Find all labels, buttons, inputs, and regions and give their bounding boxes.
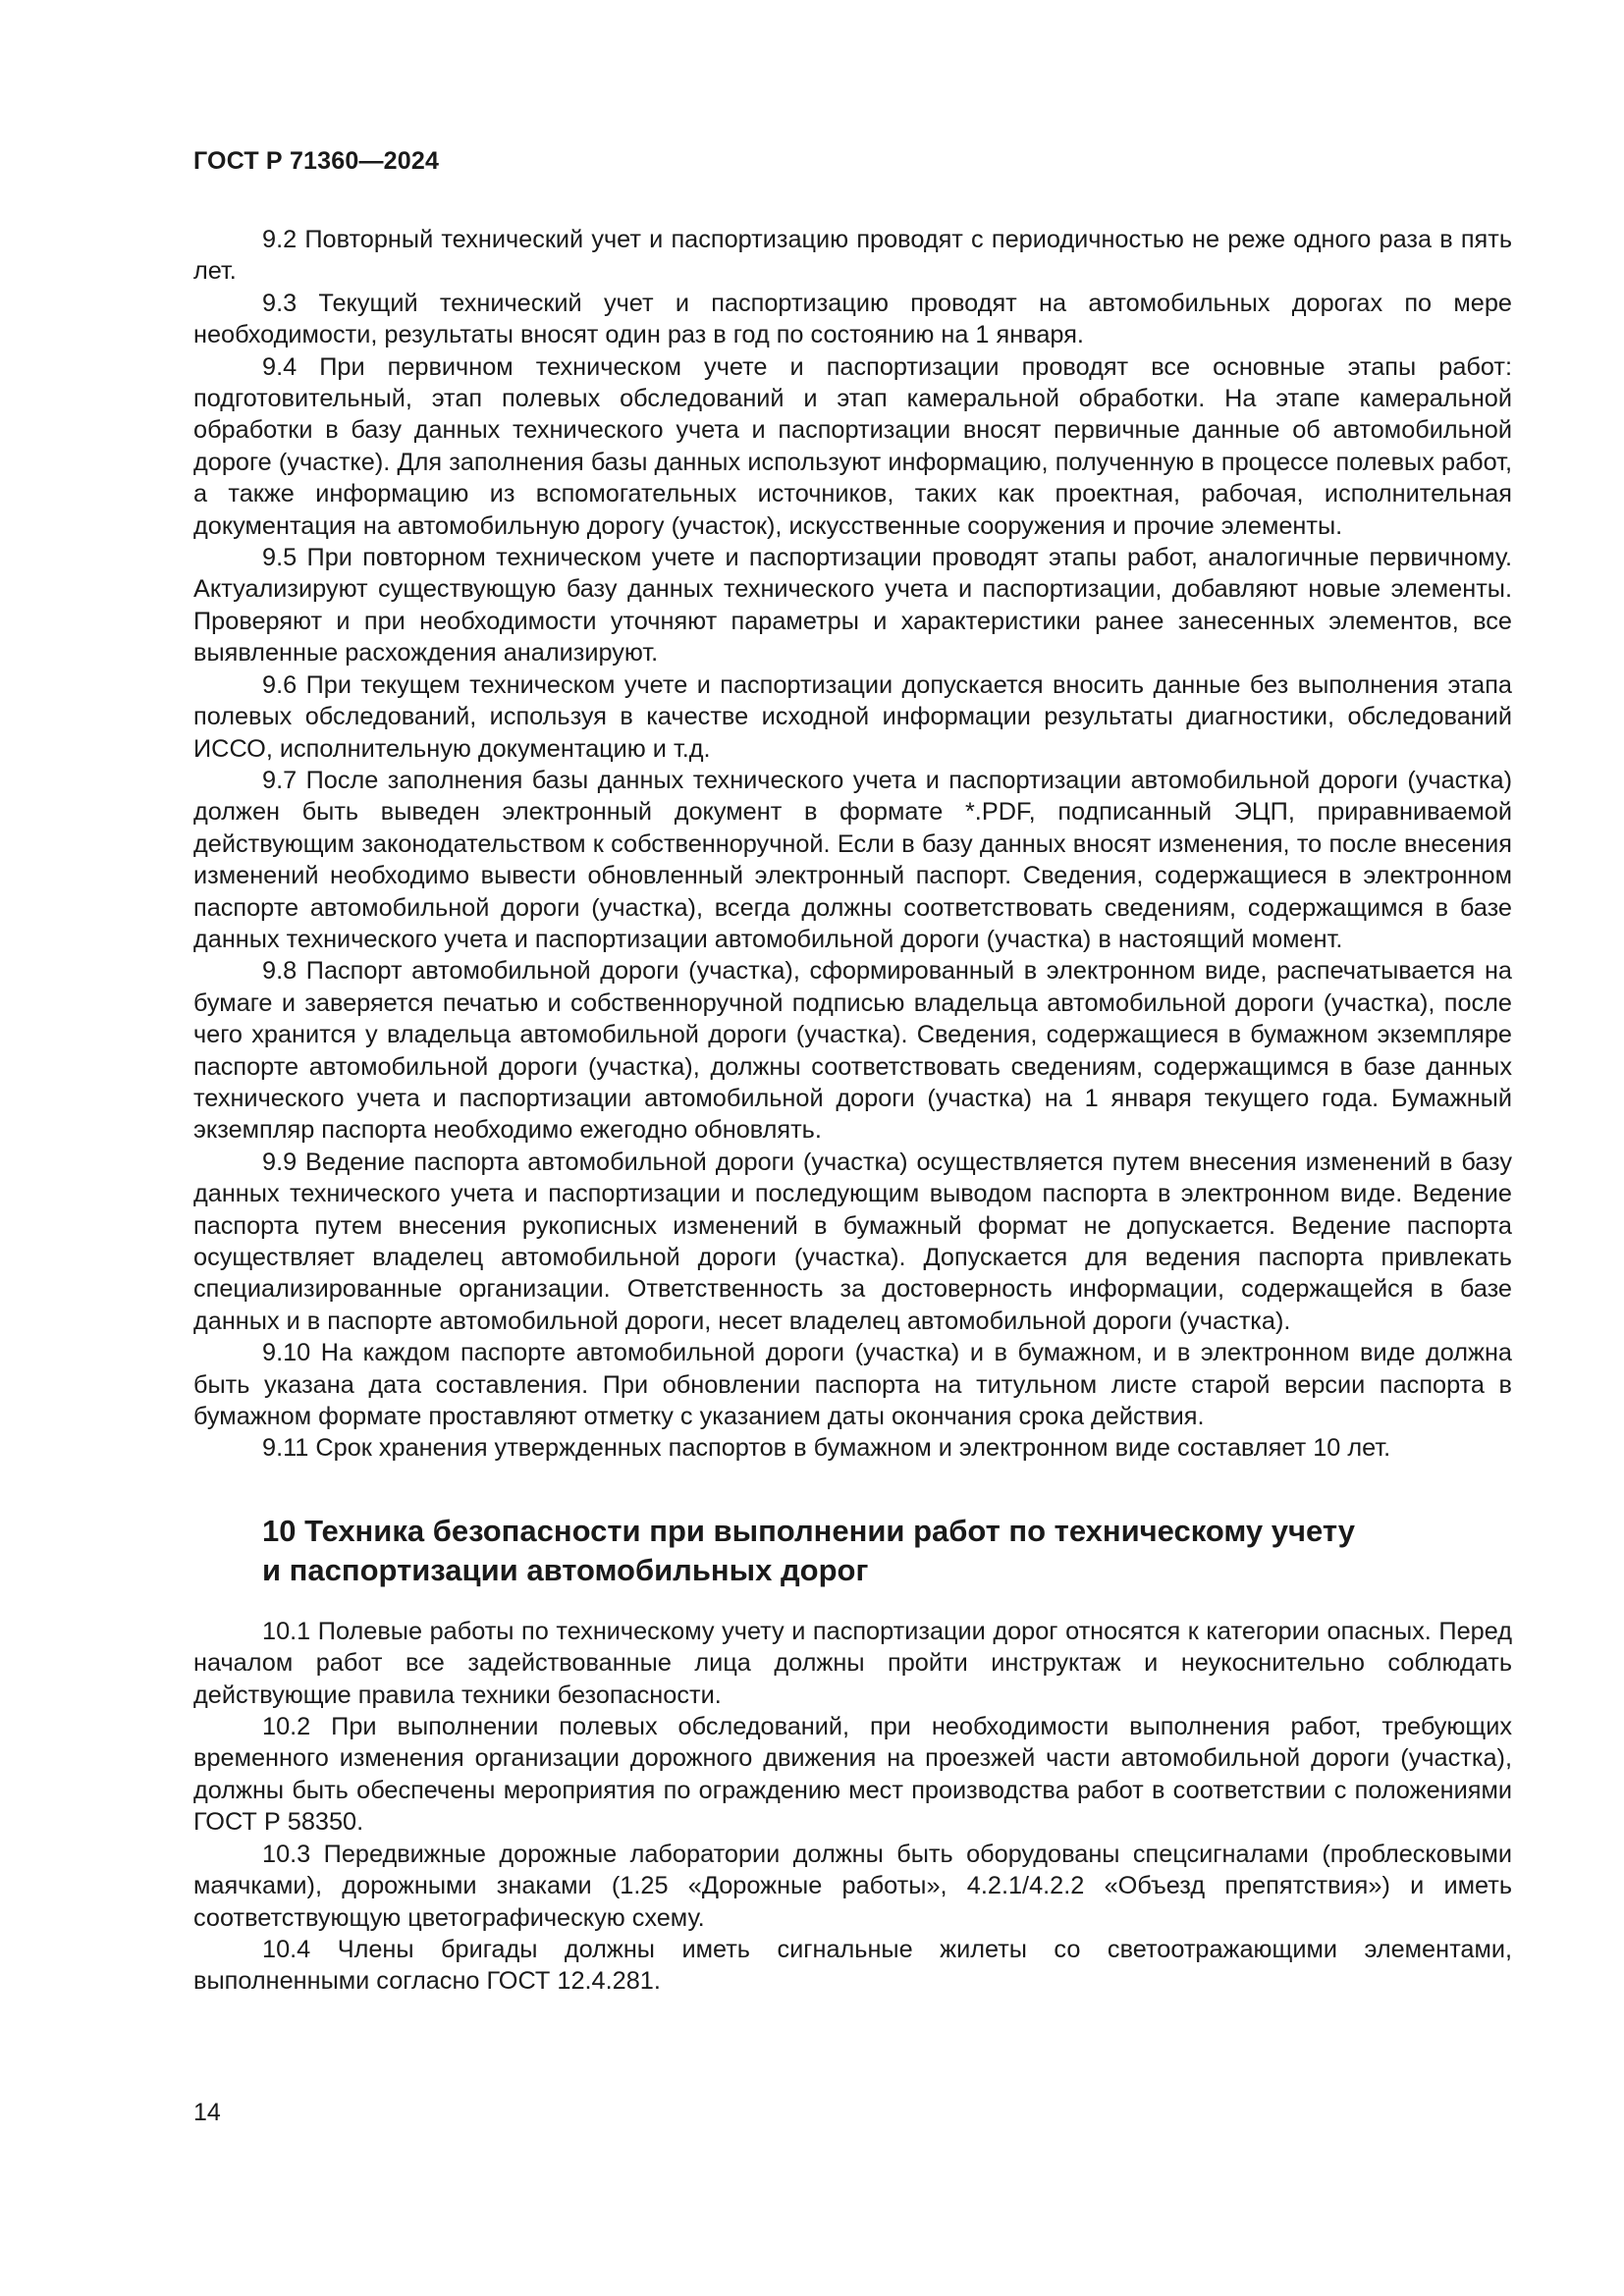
paragraph-9-11: 9.11 Срок хранения утвержденных паспортов в бумажном и электронном виде составляет 10 лет. (262, 1434, 1391, 1463)
paragraph-9-3: 9.3 Текущий технический учет и паспортизацию проводят на автомобильных дорогах по мере необходимости, результаты вносят один раз в год по состоянию на 1 января. (193, 289, 1512, 349)
section-10-heading-line-2: и паспортизации автомобильных дорог (262, 1552, 869, 1587)
page-number: 14 (193, 2099, 221, 2126)
paragraph-9-4: 9.4 При первичном техническом учете и паспортизации проводят все основные этапы работ: подготовительный, этап полевых обследований и этап камеральной обработки. На этапе камеральной обработки в базу данных технического учета и паспортизации вносят первичные данные об автомобильной дороге (участке). Для заполнения базы данных используют информацию, полученную в процессе полевых работ, а также информацию из вспомогательных источников, таких как проектная, рабочая, исполнительная документация на автомобильную дорогу (участок), искусственные сооружения и прочие элементы. (193, 352, 1512, 540)
paragraph-10-1: 10.1 Полевые работы по техническому учету и паспортизации дорог относятся к категории опасных. Перед началом работ все задействованные лица должны пройти инструктаж и неукоснительно соблюдать действующие правила техники безопасности. (193, 1617, 1512, 1709)
paragraph-10-2: 10.2 При выполнении полевых обследований, при необходимости выполнения работ, требующих временного изменения организации дорожного движения на проезжей части автомобильной дороги (участка), должны быть обеспечены мероприятия по ограждению мест производства работ в соответствии с положениями ГОСТ Р 58350. (193, 1713, 1512, 1837)
paragraph-9-9: 9.9 Ведение паспорта автомобильной дороги (участка) осуществляется путем внесения изменений в базу данных технического учета и паспортизации и последующим выводом паспорта в электронном виде. Ведение паспорта путем внесения рукописных изменений в бумажный формат не допускается. Ведение паспорта осуществляет владелец автомобильной дороги (участка). Допускается для ведения паспорта привлекать специализированные организации. Ответственность за достоверность информации, содержащейся в базе данных и в паспорте автомобильной дороги, несет владелец автомобильной дороги (участка). (193, 1148, 1512, 1335)
paragraph-10-4: 10.4 Члены бригады должны иметь сигнальные жилеты со светоотражающими элементами, выполненными согласно ГОСТ 12.4.281. (193, 1935, 1512, 1996)
paragraph-10-3: 10.3 Передвижные дорожные лаборатории должны быть оборудованы спецсигналами (проблесковыми маячками), дорожными знаками (1.25 «Дорожные работы», 4.2.1/4.2.2 «Объезд препятствия») и иметь соответствующую цветографическую схему. (193, 1840, 1512, 1932)
paragraph-9-2: 9.2 Повторный технический учет и паспортизацию проводят с периодичностью не реже одного раза в пять лет. (193, 226, 1512, 286)
paragraph-9-10: 9.10 На каждом паспорте автомобильной дороги (участка) и в бумажном, и в электронном виде должна быть указана дата составления. При обновлении паспорта на титульном листе старой версии паспорта в бумажном формате проставляют отметку с указанием даты окончания срока действия. (193, 1339, 1512, 1431)
paragraph-9-6: 9.6 При текущем техническом учете и паспортизации допускается вносить данные без выполнения этапа полевых обследований, используя в качестве исходной информации результаты диагностики, обследований ИССО, исполнительную документацию и т.д. (193, 670, 1512, 763)
section-10-heading (262, 1512, 1512, 1590)
paragraph-9-5: 9.5 При повторном техническом учете и паспортизации проводят этапы работ, аналогичные первичному. Актуализируют существующую базу данных технического учета и паспортизации, добавляют новые элементы. Проверяют и при необходимости уточняют параметры и характеристики ранее занесенных элементов, все выявленные расхождения анализируют. (193, 544, 1512, 667)
document-body (193, 224, 1512, 1998)
paragraph-9-7: 9.7 После заполнения базы данных технического учета и паспортизации автомобильной дороги (участка) должен быть выведен электронный документ в формате *.PDF, подписанный ЭЦП, приравниваемой действующим законодательством к собственноручной. Если в базу данных вносят изменения, то после внесения изменений необходимо вывести обновленный электронный паспорт. Сведения, содержащиеся в электронном паспорте автомобильной дороги (участка), всегда должны соответствовать сведениям, содержащимся в базе данных технического учета и паспортизации автомобильной дороги (участка) в настоящий момент. (193, 766, 1512, 953)
section-10-heading-line-1: 10 Техника безопасности при выполнении работ по техническому учету (262, 1513, 1356, 1548)
document-header-code: ГОСТ Р 71360—2024 (193, 147, 440, 175)
paragraph-9-8: 9.8 Паспорт автомобильной дороги (участка), сформированный в электронном виде, распечатывается на бумаге и заверяется печатью и собственноручной подписью владельца автомобильной дороги (участка), после чего хранится у владельца автомобильной дороги (участка). Сведения, содержащиеся в бумажном экземпляре паспорте автомобильной дороги (участка), должны соответствовать сведениям, содержащимся в базе данных технического учета и паспортизации автомобильной дороги (участка) на 1 января текущего года. Бумажный экземпляр паспорта необходимо ежегодно обновлять. (193, 957, 1512, 1145)
